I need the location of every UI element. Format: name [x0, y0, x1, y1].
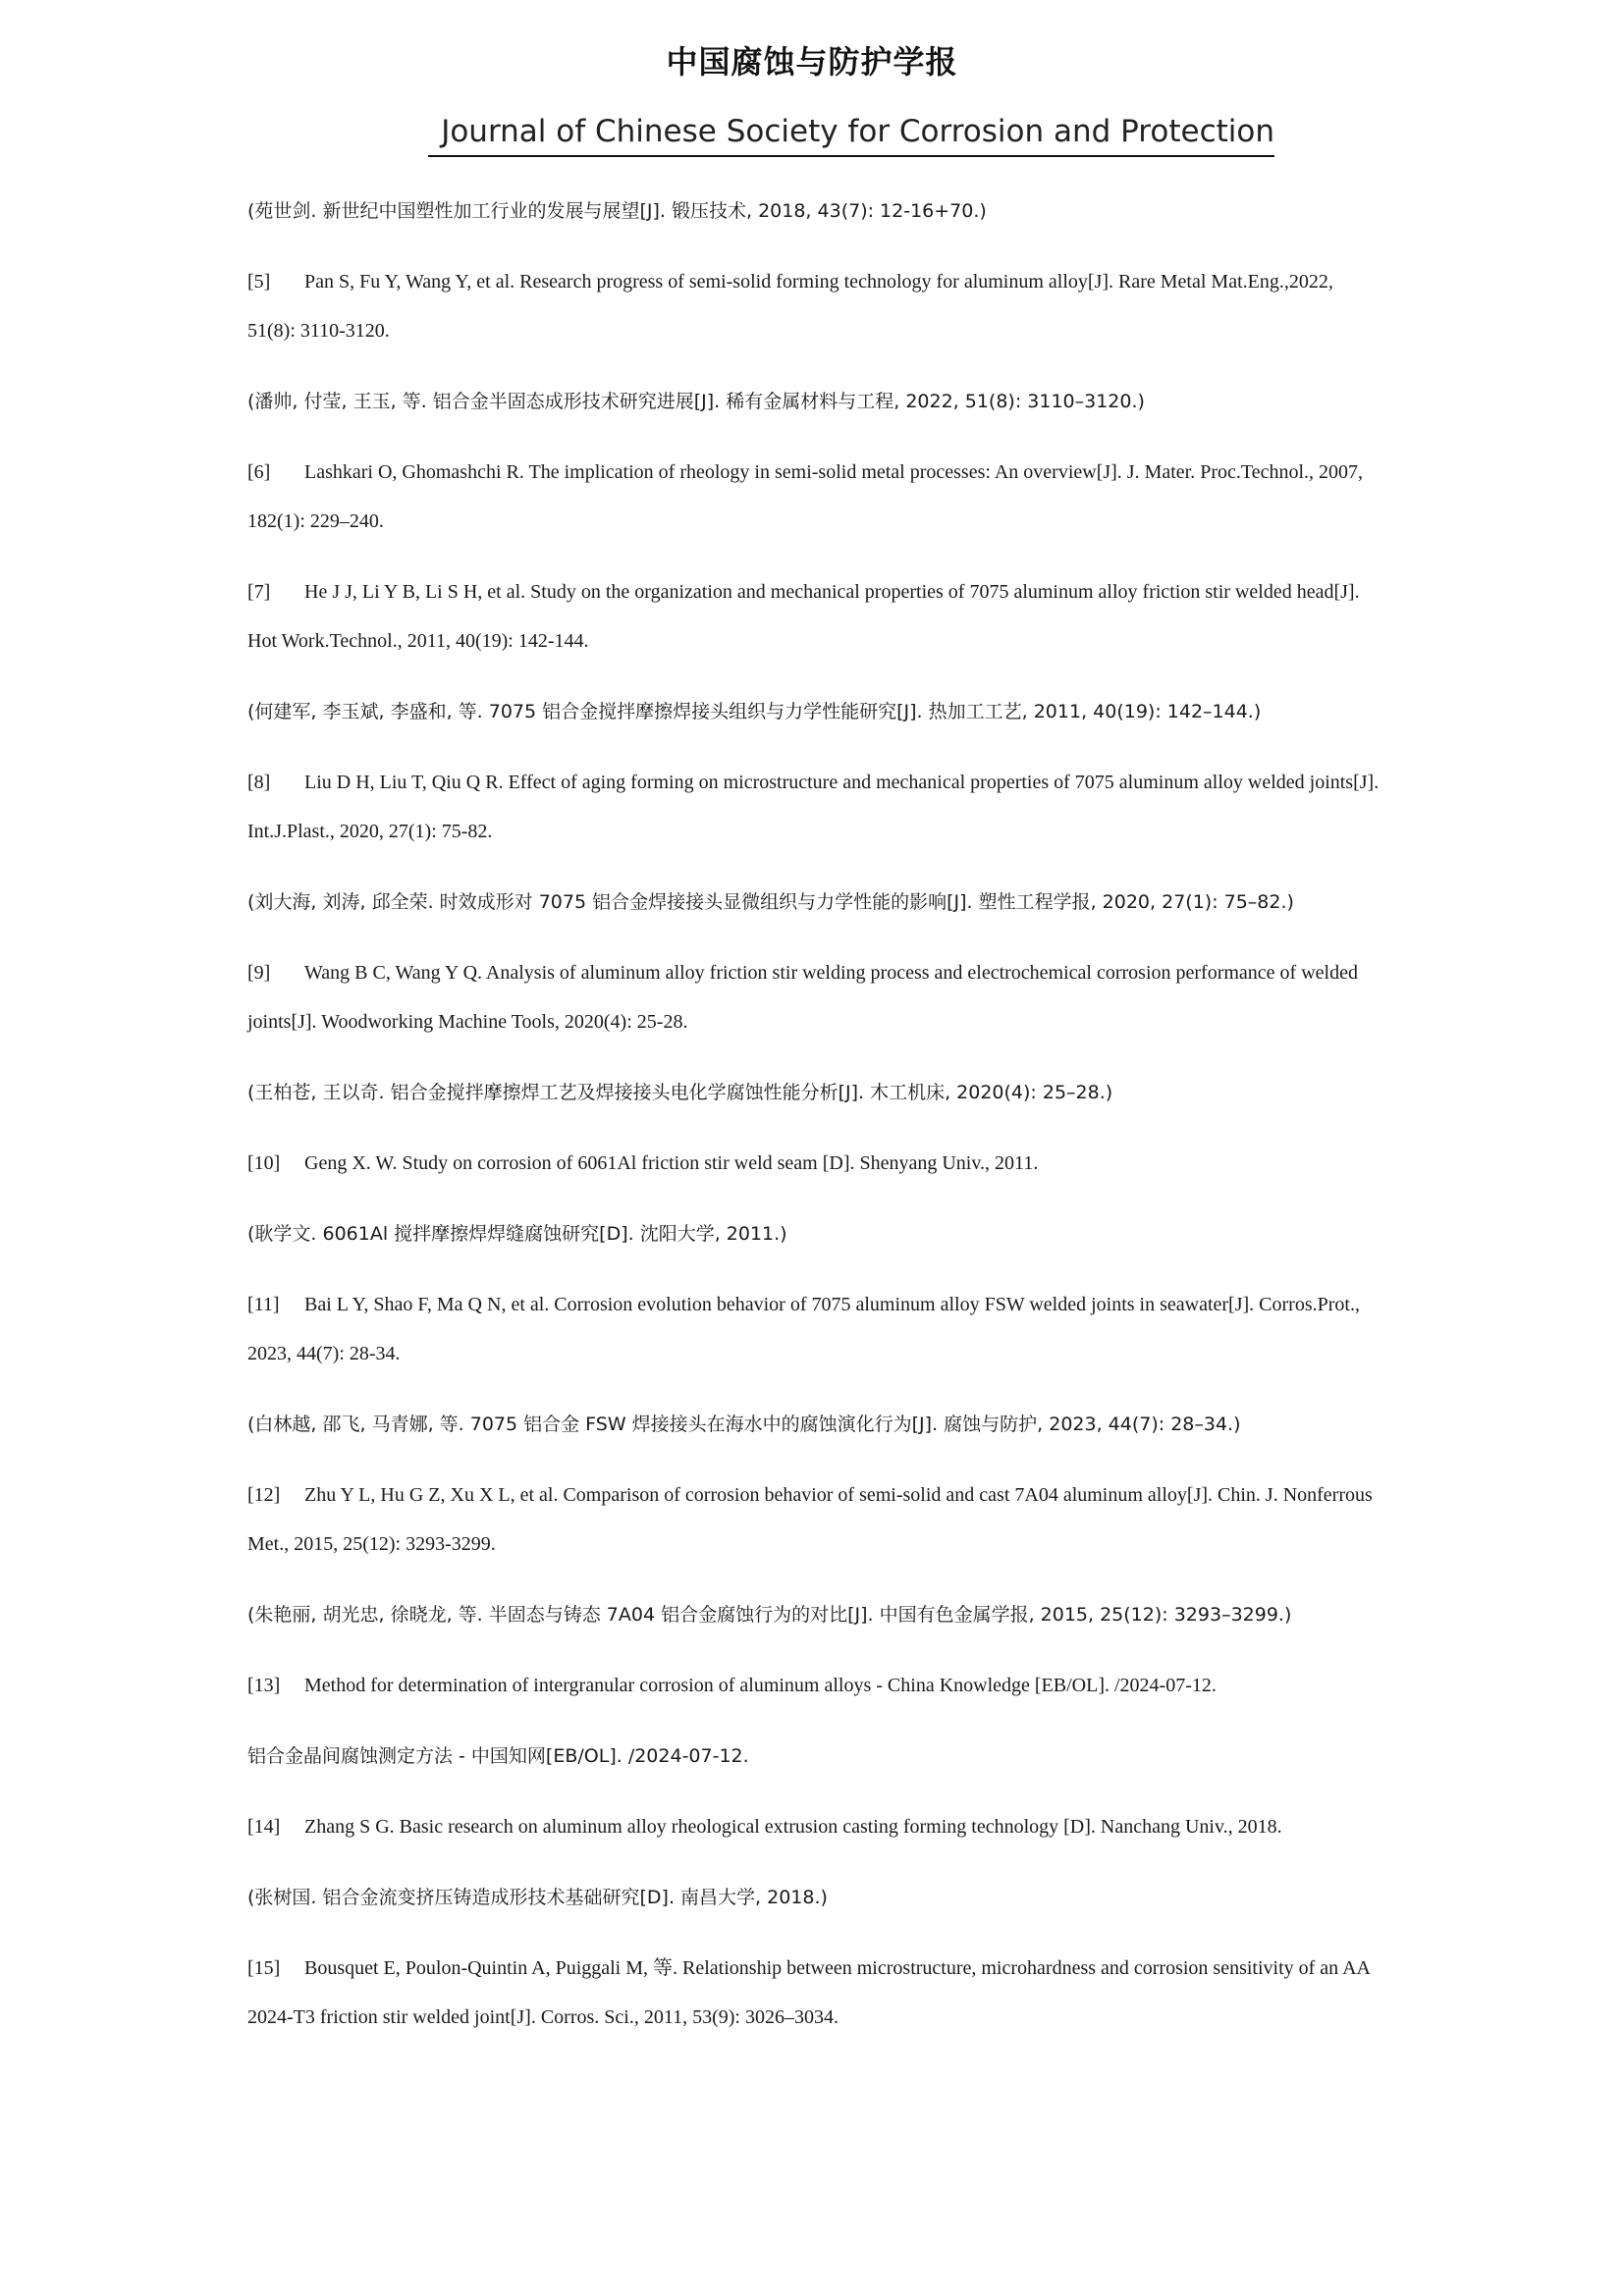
reference-text: 铝合金晶间腐蚀测定方法 - 中国知网[EB/OL]. /2024-07-12.: [247, 1745, 749, 1767]
reference-entry: [247, 1802, 1381, 1851]
reference-entry: [247, 1590, 1381, 1639]
reference-entry: [247, 758, 1381, 856]
reference-entry: [247, 567, 1381, 666]
reference-text: Zhang S G. Basic research on aluminum alloy rheological extrusion casting forming technology [D]. Nanchang Univ., 2018.: [304, 1816, 1282, 1838]
reference-entry: [247, 1400, 1381, 1449]
reference-number: [12]: [247, 1484, 281, 1506]
reference-text: (何建军, 李玉斌, 李盛和, 等. 7075 铝合金搅拌摩擦焊接头组织与力学性能研究[J]. 热加工工艺, 2011, 40(19): 142–144.): [247, 701, 1262, 722]
reference-text: (苑世剑. 新世纪中国塑性加工行业的发展与展望[J]. 锻压技术, 2018, 43(7): 12-16+70.): [247, 200, 987, 222]
reference-text: Liu D H, Liu T, Qiu Q R. Effect of aging forming on microstructure and mechanical properties of 7075 aluminum alloy welded joints[J]. Int.J.Plast., 2020, 27(1): 75-82.: [247, 772, 1380, 842]
journal-title-chinese: 中国腐蚀与防护学报: [666, 43, 958, 80]
reference-text: (潘帅, 付莹, 王玉, 等. 铝合金半固态成形技术研究进展[J]. 稀有金属材料与工程, 2022, 51(8): 3110–3120.): [247, 391, 1145, 412]
reference-entry: [247, 1873, 1381, 1922]
journal-title-english: Journal of Chinese Society for Corrosion and Protection: [428, 114, 1274, 157]
reference-text: (王柏苍, 王以奇. 铝合金搅拌摩擦焊工艺及焊接接头电化学腐蚀性能分析[J]. 木工机床, 2020(4): 25–28.): [247, 1082, 1113, 1103]
reference-entry: [247, 377, 1381, 426]
reference-number: [7]: [247, 581, 271, 603]
reference-number: [9]: [247, 962, 271, 984]
reference-text: Bousquet E, Poulon-Quintin A, Puiggali M, 等. Relationship between microstructure, microhardness and corrosion sensitivity of an AA 2024-T3 friction stir welded joint[J]. Corros. Sci., 2011, 53(9): 3026–3034.: [247, 1957, 1370, 2028]
reference-entry: [247, 1139, 1381, 1188]
reference-number: [8]: [247, 772, 271, 793]
reference-number: [13]: [247, 1675, 281, 1696]
reference-number: [15]: [247, 1957, 281, 1979]
reference-entry: [247, 257, 1381, 355]
reference-entry: [247, 1944, 1381, 2042]
reference-entry: [247, 878, 1381, 927]
reference-number: [5]: [247, 271, 271, 293]
reference-entry: [247, 1280, 1381, 1378]
reference-number: [6]: [247, 461, 271, 483]
reference-text: Lashkari O, Ghomashchi R. The implication of rheology in semi-solid metal processes: An overview[J]. J. Mater. Proc.Technol., 2007, 182(1): 229–240.: [247, 461, 1364, 532]
reference-number: [11]: [247, 1294, 280, 1315]
reference-entry: [247, 448, 1381, 546]
reference-text: Method for determination of intergranular corrosion of aluminum alloys - China Knowledge [EB/OL]. /2024-07-12.: [304, 1675, 1217, 1696]
reference-text: (白林越, 邵飞, 马青娜, 等. 7075 铝合金 FSW 焊接接头在海水中的腐蚀演化行为[J]. 腐蚀与防护, 2023, 44(7): 28–34.): [247, 1414, 1241, 1435]
reference-entry: [247, 1209, 1381, 1258]
reference-text: Wang B C, Wang Y Q. Analysis of aluminum alloy friction stir welding process and electrochemical corrosion performance of welded joints[J]. Woodworking Machine Tools, 2020(4): 25-28.: [247, 962, 1358, 1033]
reference-number: [14]: [247, 1816, 281, 1838]
reference-text: Geng X. W. Study on corrosion of 6061Al friction stir weld seam [D]. Shenyang Univ., 2011.: [304, 1152, 1039, 1174]
reference-text: (朱艳丽, 胡光忠, 徐晓龙, 等. 半固态与铸态 7A04 铝合金腐蚀行为的对比[J]. 中国有色金属学报, 2015, 25(12): 3293–3299.): [247, 1604, 1292, 1626]
reference-text: Zhu Y L, Hu G Z, Xu X L, et al. Comparison of corrosion behavior of semi-solid and cast 7A04 aluminum alloy[J]. Chin. J. Nonferrous Met., 2015, 25(12): 3293-3299.: [247, 1484, 1373, 1555]
reference-text: Bai L Y, Shao F, Ma Q N, et al. Corrosion evolution behavior of 7075 aluminum alloy FSW welded joints in seawater[J]. Corros.Prot., 2023, 44(7): 28-34.: [247, 1294, 1360, 1364]
reference-text: (张树国. 铝合金流变挤压铸造成形技术基础研究[D]. 南昌大学, 2018.): [247, 1887, 828, 1908]
reference-text: Pan S, Fu Y, Wang Y, et al. Research progress of semi-solid forming technology for aluminum alloy[J]. Rare Metal Mat.Eng.,2022, 51(8): 3110-3120.: [247, 271, 1333, 342]
reference-number: [10]: [247, 1152, 281, 1174]
reference-entry: [247, 187, 1381, 236]
reference-entry: [247, 1068, 1381, 1117]
reference-text: (刘大海, 刘涛, 邱全荣. 时效成形对 7075 铝合金焊接接头显微组织与力学性能的影响[J]. 塑性工程学报, 2020, 27(1): 75–82.): [247, 891, 1294, 913]
reference-entry: [247, 1661, 1381, 1710]
reference-list: [247, 187, 1381, 2063]
reference-text: (耿学文. 6061Al 搅拌摩擦焊焊缝腐蚀研究[D]. 沈阳大学, 2011.): [247, 1223, 787, 1245]
reference-entry: [247, 1732, 1381, 1781]
reference-entry: [247, 948, 1381, 1046]
reference-text: He J J, Li Y B, Li S H, et al. Study on the organization and mechanical properties of 7075 aluminum alloy friction stir welded head[J]. Hot Work.Technol., 2011, 40(19): 142-144.: [247, 581, 1360, 652]
reference-entry: [247, 1470, 1381, 1569]
reference-entry: [247, 687, 1381, 736]
